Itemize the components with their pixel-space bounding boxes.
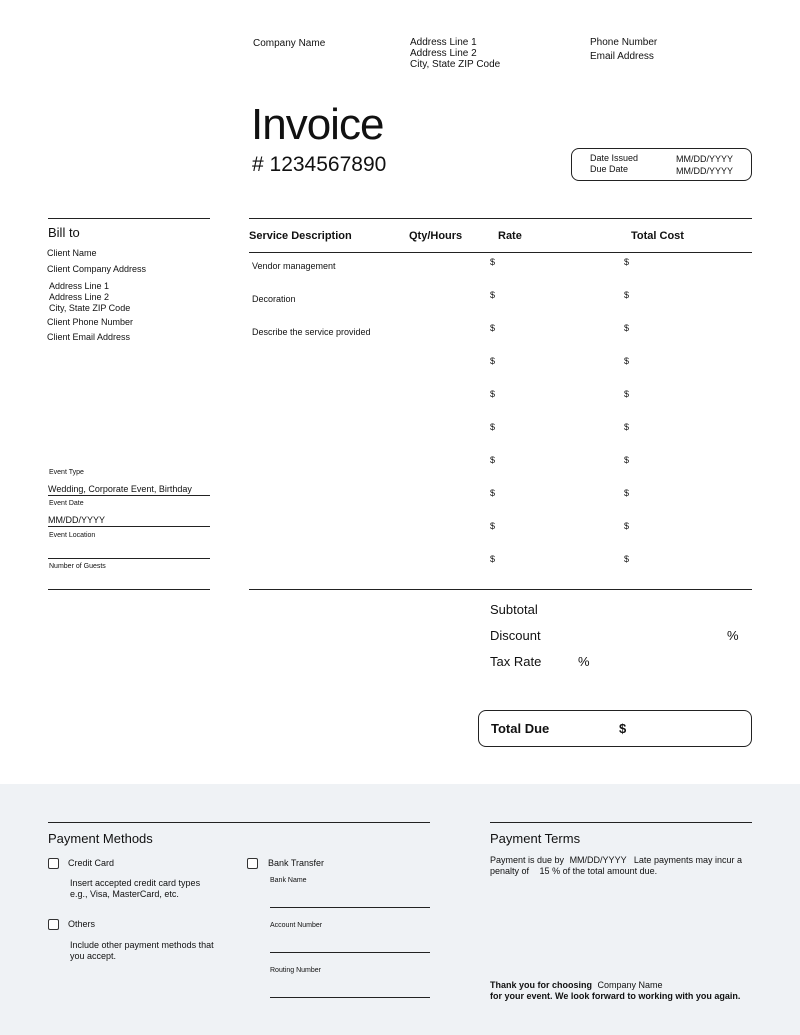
row-total: $ (624, 422, 630, 432)
account-number-field[interactable] (270, 952, 430, 953)
credit-card-label: Credit Card (68, 858, 115, 868)
table-row (249, 387, 752, 420)
penalty-suffix: % of the total amount due. (552, 866, 658, 876)
company-name: Company Name (253, 38, 326, 49)
column-header-qty: Qty/Hours (409, 230, 463, 242)
payment-methods-divider (48, 822, 430, 823)
subtotal-label: Subtotal (490, 602, 538, 617)
thank-you-company: Company Name (597, 980, 663, 990)
routing-number-label: Routing Number (270, 967, 321, 974)
penalty-value: 15 (539, 866, 550, 876)
thank-you-prefix: Thank you for choosing (490, 980, 593, 990)
client-city-state-zip: City, State ZIP Code (49, 303, 131, 313)
bill-to-divider (48, 218, 210, 219)
event-type-underline (48, 495, 210, 496)
payment-terms-line-1 (490, 855, 742, 866)
due-date-label: Due Date (590, 164, 629, 174)
others-desc-1: Include other payment methods that (70, 940, 214, 950)
event-type-label: Event Type (49, 469, 84, 476)
page-title: Invoice (251, 100, 384, 149)
client-name: Client Name (47, 248, 97, 258)
account-number-label: Account Number (270, 922, 323, 929)
event-date-label: Event Date (49, 500, 84, 507)
date-issued-value: MM/DD/YYYY (676, 154, 734, 164)
dates-box (571, 148, 752, 181)
column-header-description: Service Description (249, 230, 352, 242)
row-total: $ (624, 455, 630, 465)
thank-you-line-1 (490, 980, 663, 991)
payment-terms-divider (490, 822, 752, 823)
event-type-field[interactable]: Wedding, Corporate Event, Birthday (48, 484, 192, 494)
payment-methods-heading: Payment Methods (48, 831, 153, 846)
event-date-field[interactable]: MM/DD/YYYY (48, 515, 106, 525)
invoice-number: # 1234567890 (252, 153, 387, 176)
bill-to-heading: Bill to (48, 225, 80, 240)
payment-due-date: MM/DD/YYYY (569, 855, 627, 865)
others-desc-2: you accept. (70, 951, 117, 961)
table-row (249, 453, 752, 486)
row-rate: $ (490, 389, 496, 399)
payment-terms-prefix: Payment is due by (490, 855, 565, 865)
others-label: Others (68, 919, 96, 929)
penalty-prefix: penalty of (490, 866, 530, 876)
table-body (249, 255, 752, 585)
row-rate: $ (490, 488, 496, 498)
routing-number-field[interactable] (270, 997, 430, 998)
row-total: $ (624, 554, 630, 564)
row-rate: $ (490, 455, 496, 465)
row-rate: $ (490, 323, 496, 333)
others-checkbox[interactable] (48, 919, 59, 930)
bank-transfer-label: Bank Transfer (268, 858, 325, 868)
row-total: $ (624, 521, 630, 531)
client-address-line-2: Address Line 2 (49, 292, 110, 302)
company-address-line-1: Address Line 1 (410, 37, 477, 48)
credit-card-desc-2: e.g., Visa, MasterCard, etc. (70, 889, 179, 899)
row-total: $ (624, 389, 630, 399)
table-row (249, 321, 752, 354)
row-total: $ (624, 488, 630, 498)
row-description: Describe the service provided (252, 327, 371, 337)
table-top-border (249, 218, 752, 219)
date-issued-label: Date Issued (590, 153, 639, 163)
total-due-symbol: $ (619, 721, 627, 736)
row-rate: $ (490, 554, 496, 564)
number-of-guests-field[interactable] (48, 589, 210, 590)
table-row (249, 420, 752, 453)
payment-terms-suffix: Late payments may incur a (633, 855, 742, 865)
column-header-total: Total Cost (631, 230, 684, 242)
total-due-label: Total Due (491, 721, 550, 736)
client-company-address: Client Company Address (47, 264, 147, 274)
table-header-divider (249, 252, 752, 253)
table-row (249, 519, 752, 552)
row-total: $ (624, 323, 630, 333)
due-date-value: MM/DD/YYYY (676, 166, 734, 176)
table-row (249, 288, 752, 321)
thank-you-line-2: for your event. We look forward to working with you again. (490, 991, 741, 1001)
row-rate: $ (490, 356, 496, 366)
discount-unit: % (727, 628, 739, 643)
payment-terms-heading: Payment Terms (490, 831, 581, 846)
credit-card-checkbox[interactable] (48, 858, 59, 869)
row-description: Decoration (252, 294, 296, 304)
tax-rate-unit: % (578, 654, 590, 669)
discount-label: Discount (490, 628, 541, 643)
tax-rate-label: Tax Rate (490, 654, 542, 669)
row-rate: $ (490, 521, 496, 531)
event-date-underline (48, 526, 210, 527)
row-rate: $ (490, 257, 496, 267)
client-email: Client Email Address (47, 332, 131, 342)
row-total: $ (624, 290, 630, 300)
number-of-guests-label: Number of Guests (49, 563, 106, 570)
company-phone: Phone Number (590, 37, 658, 48)
row-rate: $ (490, 422, 496, 432)
row-rate: $ (490, 290, 496, 300)
company-email: Email Address (590, 51, 654, 62)
client-phone: Client Phone Number (47, 317, 134, 327)
bank-name-field[interactable] (270, 907, 430, 908)
payment-terms-line-2 (490, 866, 657, 877)
bank-transfer-checkbox[interactable] (247, 858, 258, 869)
table-row (249, 552, 752, 585)
column-header-rate: Rate (498, 230, 522, 242)
table-row (249, 354, 752, 387)
table-row (249, 255, 752, 288)
table-bottom-border (249, 589, 752, 590)
event-location-label: Event Location (49, 532, 96, 539)
row-total: $ (624, 356, 630, 366)
total-due-box (478, 710, 752, 747)
table-row (249, 486, 752, 519)
company-address-line-2: Address Line 2 (410, 48, 477, 59)
row-total: $ (624, 257, 630, 267)
company-city-state-zip: City, State ZIP Code (410, 59, 501, 70)
row-description: Vendor management (252, 261, 336, 271)
credit-card-desc-1: Insert accepted credit card types (70, 878, 201, 888)
bank-name-label: Bank Name (270, 877, 307, 884)
client-address-line-1: Address Line 1 (49, 281, 110, 291)
event-location-field[interactable] (48, 558, 210, 559)
